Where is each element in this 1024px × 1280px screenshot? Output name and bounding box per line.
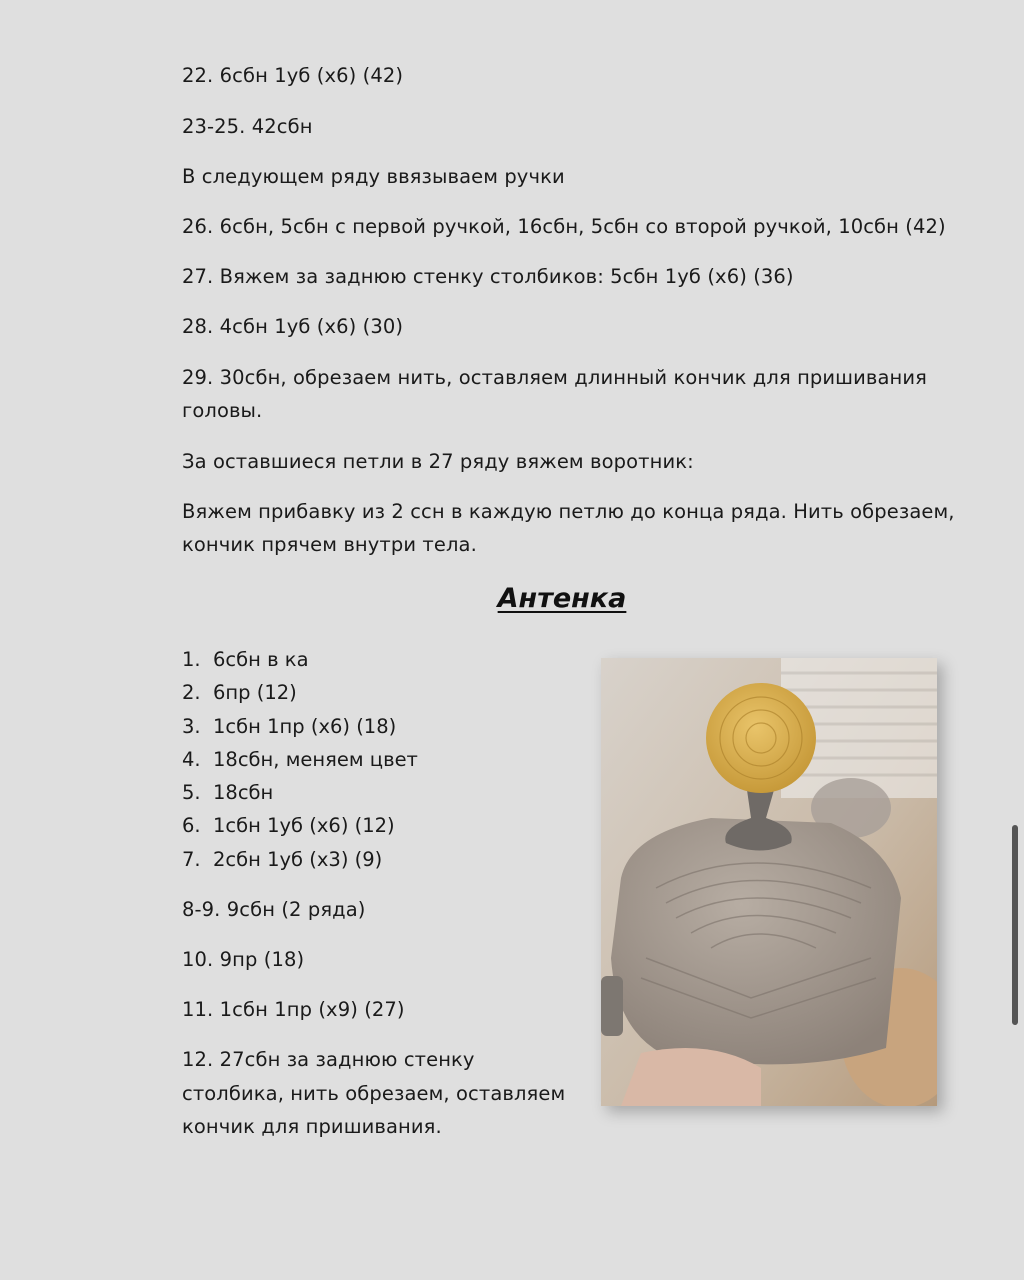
list-item-text: 6пр (12) bbox=[213, 681, 297, 705]
list-item-number: 5. bbox=[182, 781, 201, 805]
list-item bbox=[182, 710, 418, 743]
antenna-steps-list bbox=[182, 643, 418, 876]
list-item-number: 4. bbox=[182, 747, 201, 771]
text-line-row-28: 28. 4сбн 1уб (х6) (30) bbox=[182, 315, 404, 338]
text-line-row-29: 29. 30сбн, обрезаем нить, оставляем длинный кончик для пришивания bbox=[182, 366, 927, 389]
crochet-toy-illustration bbox=[601, 658, 937, 1106]
scrollbar-thumb[interactable] bbox=[1012, 825, 1018, 1025]
list-item-text: 6сбн в ка bbox=[213, 648, 309, 671]
list-item-text: 18сбн, меняем цвет bbox=[213, 747, 418, 771]
list-item bbox=[182, 776, 418, 809]
section-heading-antenna: Антенка bbox=[497, 583, 627, 614]
text-line-row-10: 10. 9пр (18) bbox=[182, 948, 305, 971]
list-item-number: 2. bbox=[182, 681, 201, 705]
text-line-row-11: 11. 1сбн 1пр (х9) (27) bbox=[182, 998, 405, 1021]
list-item bbox=[182, 643, 418, 676]
text-line-row-12-cont: столбика, нить обрезаем, оставляем bbox=[182, 1082, 566, 1105]
list-item-number: 3. bbox=[182, 714, 201, 738]
text-line-row-29-cont: головы. bbox=[182, 399, 263, 422]
list-item-number: 6. bbox=[182, 814, 201, 838]
text-line-row-26: 26. 6сбн, 5сбн с первой ручкой, 16сбн, 5сбн со второй ручкой, 10сбн (42) bbox=[182, 215, 946, 238]
text-line-collar: За оставшиеся петли в 27 ряду вяжем воротник: bbox=[182, 450, 694, 473]
text-line-row-27: 27. Вяжем за заднюю стенку столбиков: 5сбн 1уб (х6) (36) bbox=[182, 265, 794, 288]
list-item-text: 2сбн 1уб (х3) (9) bbox=[213, 847, 383, 871]
text-line-row-22: 22. 6сбн 1уб (х6) (42) bbox=[182, 64, 404, 87]
list-item-text: 1сбн 1уб (х6) (12) bbox=[213, 814, 395, 838]
list-item-number: 7. bbox=[182, 847, 201, 871]
list-item bbox=[182, 843, 418, 876]
list-item-text: 18сбн bbox=[213, 781, 274, 805]
list-item-text: 1сбн 1пр (х6) (18) bbox=[213, 714, 397, 738]
list-item-number: 1. bbox=[182, 648, 201, 671]
text-line-note-handles: В следующем ряду ввязываем ручки bbox=[182, 165, 565, 188]
list-item bbox=[182, 809, 418, 842]
crochet-toy-photo bbox=[601, 658, 937, 1106]
text-line-collar-instr: Вяжем прибавку из 2 ссн в каждую петлю до конца ряда. Нить обрезаем, bbox=[182, 500, 955, 523]
text-line-rows-23-25: 23-25. 42сбн bbox=[182, 115, 313, 138]
list-item bbox=[182, 676, 418, 709]
text-line-row-12-cont2: кончик для пришивания. bbox=[182, 1115, 442, 1138]
text-line-rows-8-9: 8-9. 9сбн (2 ряда) bbox=[182, 898, 366, 921]
list-item bbox=[182, 743, 418, 776]
text-line-collar-instr-cont: кончик прячем внутри тела. bbox=[182, 533, 477, 556]
text-line-row-12: 12. 27сбн за заднюю стенку bbox=[182, 1048, 475, 1071]
